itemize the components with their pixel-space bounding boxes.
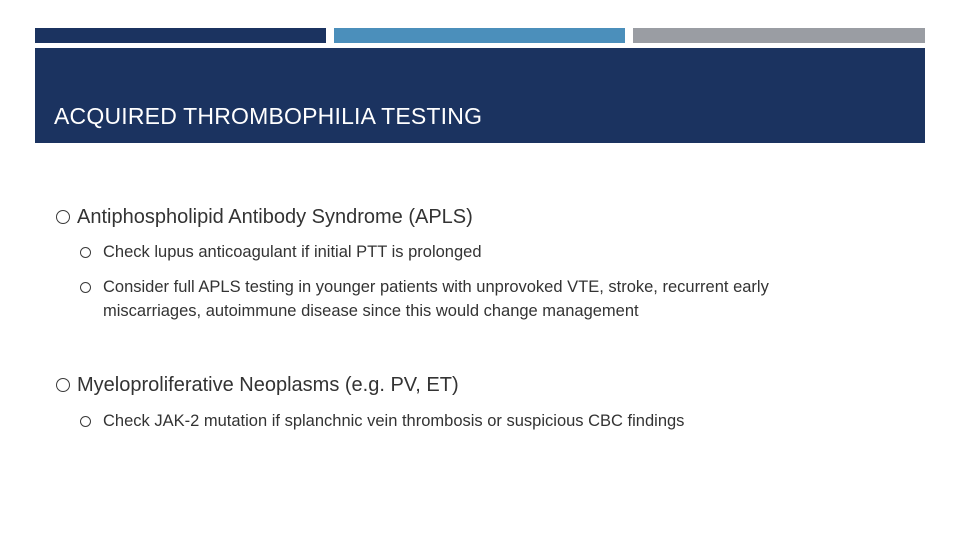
- circle-bullet-icon: [80, 247, 91, 258]
- circle-bullet-icon: [56, 378, 70, 392]
- circle-bullet-icon: [80, 416, 91, 427]
- bullet-item: [80, 275, 870, 323]
- slide-title: ACQUIRED THROMBOPHILIA TESTING: [54, 103, 483, 129]
- bullet-section-mpn: [56, 373, 459, 397]
- bullet-text: Consider full APLS testing in younger patients with unprovoked VTE, stroke, recurrent early miscarriages, autoimmune disease since this would change management: [103, 278, 769, 320]
- bullet-text: Check JAK-2 mutation if splanchnic vein thrombosis or suspicious CBC findings: [103, 412, 685, 430]
- circle-bullet-icon: [80, 282, 91, 293]
- section-heading: Myeloproliferative Neoplasms (e.g. PV, ET): [77, 374, 459, 396]
- section-heading: Antiphospholipid Antibody Syndrome (APLS): [77, 206, 473, 228]
- bullet-item: [80, 409, 870, 433]
- bullet-item: [80, 240, 870, 264]
- bullet-text: Check lupus anticoagulant if initial PTT is prolonged: [103, 243, 482, 261]
- bullet-section-apls: [56, 205, 473, 229]
- circle-bullet-icon: [56, 210, 70, 224]
